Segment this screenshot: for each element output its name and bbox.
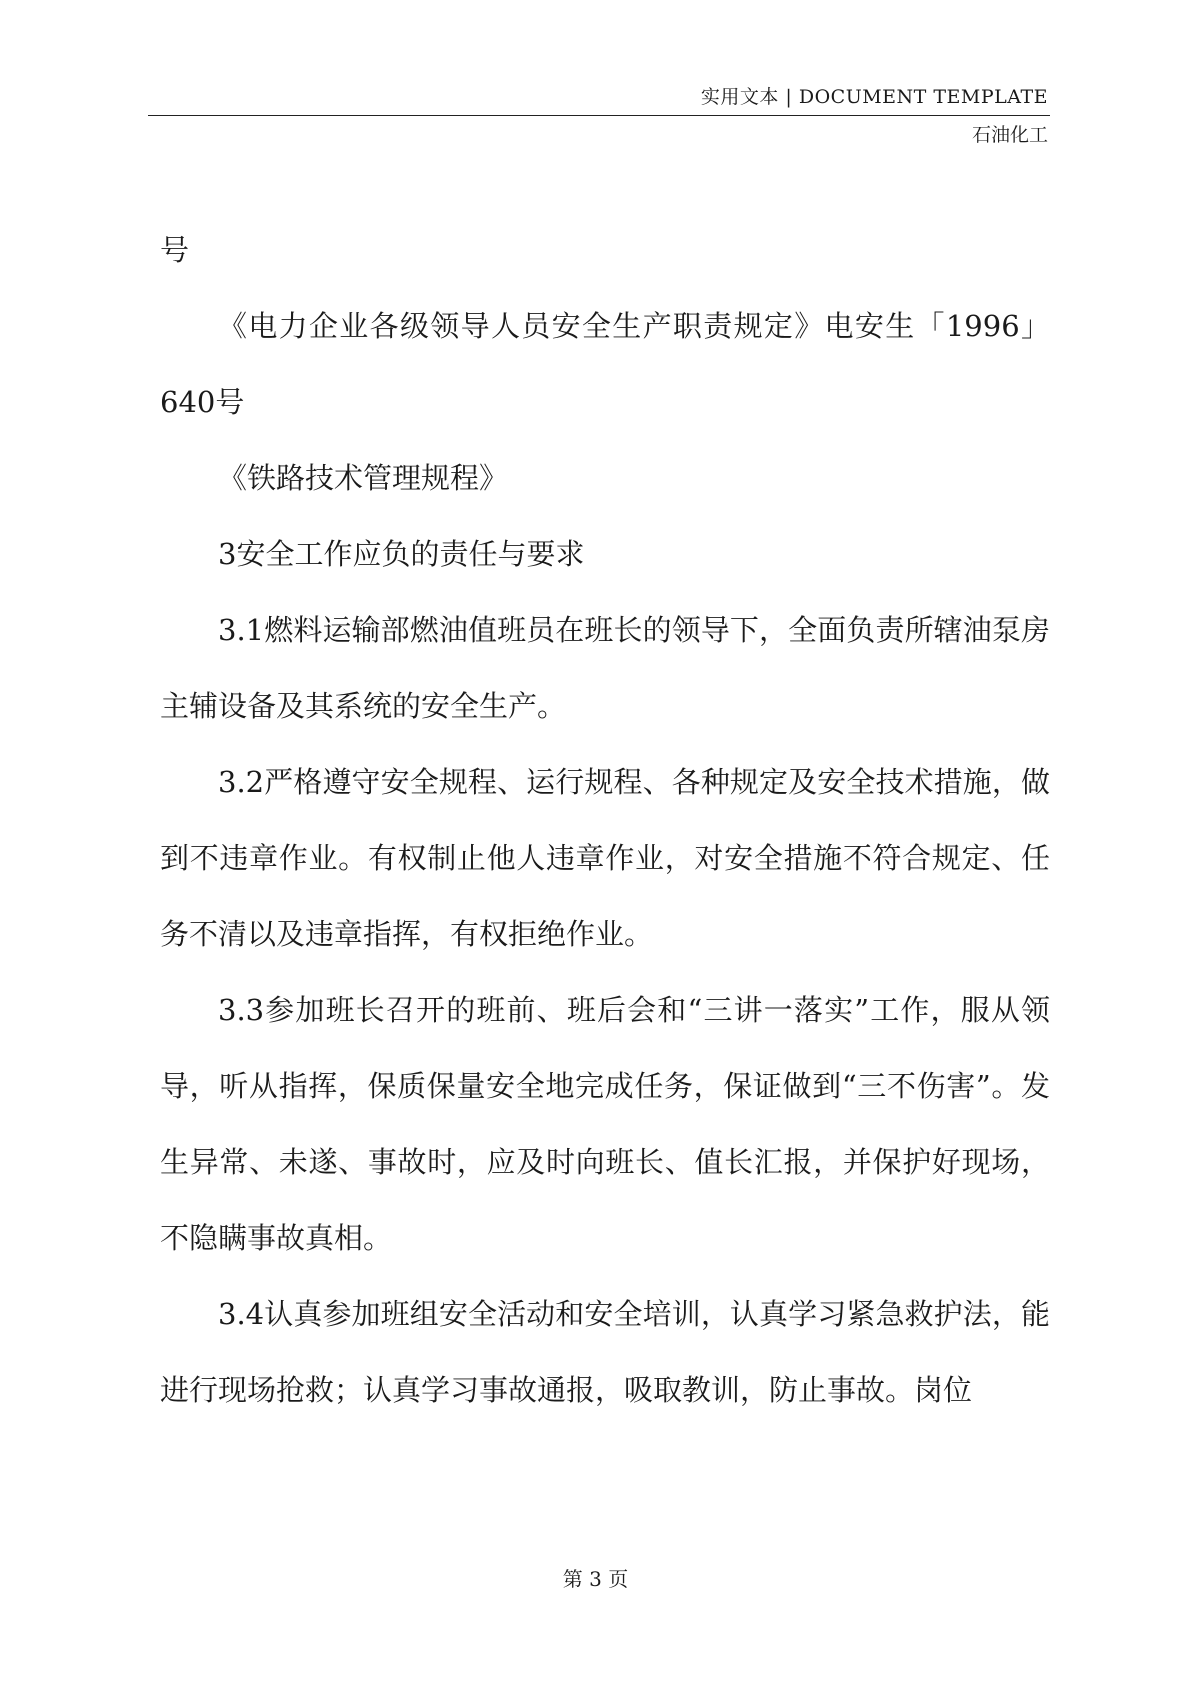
page-number: 第 3 页 (562, 1567, 629, 1591)
document-body (160, 212, 1050, 1428)
paragraph: 《铁路技术管理规程》 (218, 461, 509, 495)
header-subtitle: 石油化工 (971, 124, 1048, 146)
page-header (148, 84, 1050, 148)
paragraph: 3安全工作应负的责任与要求 (218, 537, 585, 571)
header-title: 实用文本 | DOCUMENT TEMPLATE (700, 86, 1048, 108)
paragraph: 3.2严格遵守安全规程、运行规程、各种规定及安全技术措施，做到不违章作业。有权制止他人违章作业，对安全措施不符合规定、任务不清以及违章指挥，有权拒绝作业。 (160, 765, 1050, 951)
paragraph: 3.3参加班长召开的班前、班后会和“三讲一落实”工作，服从领导，听从指挥，保质保量安全地完成任务，保证做到“三不伤害”。发生异常、未遂、事故时，应及时向班长、值长汇报，并保护好现场，不隐瞒事故真相。 (160, 993, 1050, 1255)
paragraph: 号 (160, 233, 190, 267)
header-divider (148, 115, 1050, 116)
paragraph: 3.4认真参加班组安全活动和安全培训，认真学习紧急救护法，能进行现场抢救；认真学习事故通报，吸取教训，防止事故。岗位 (160, 1297, 1050, 1407)
paragraph: 3.1燃料运输部燃油值班员在班长的领导下，全面负责所辖油泵房主辅设备及其系统的安全生产。 (160, 613, 1050, 723)
paragraph: 《电力企业各级领导人员安全生产职责规定》电安生「1996」640号 (160, 309, 1050, 419)
